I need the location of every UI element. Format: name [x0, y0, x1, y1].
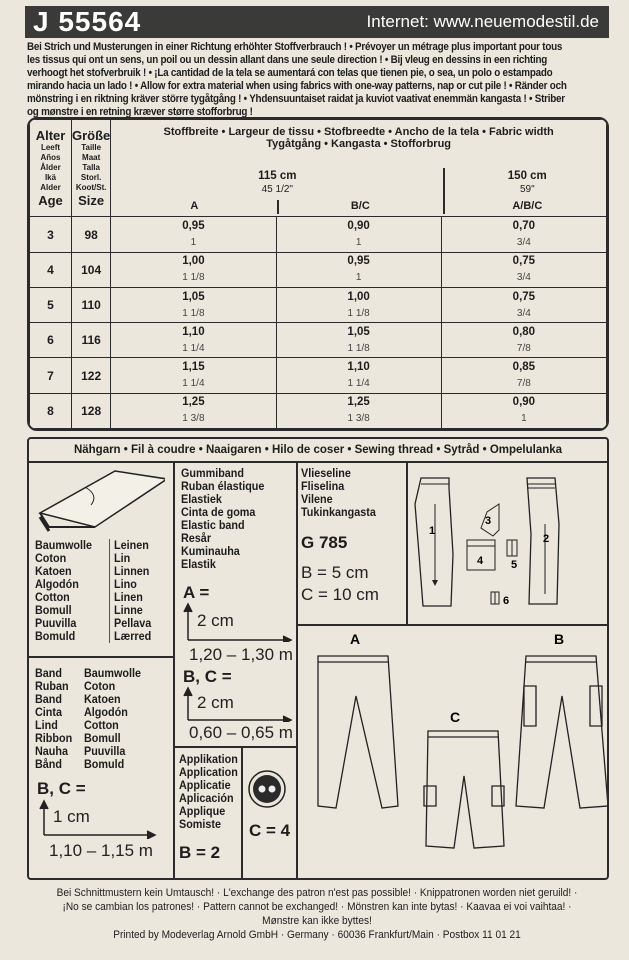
fabric-bc-cell	[276, 323, 441, 358]
yards: 1 1/4	[182, 342, 205, 354]
age-title: Alter	[35, 128, 66, 144]
ribbon-cotton-list-item: Katoen	[84, 692, 121, 706]
ribbon-list-item: Ribbon	[35, 731, 73, 745]
yards: 3/4	[516, 272, 531, 284]
ribbon-list	[35, 667, 76, 771]
applique-list-item: Aplicación	[179, 791, 234, 805]
elastic-a-label: A =	[183, 583, 210, 602]
yards: 1 1/8	[182, 307, 205, 319]
ribbon-list-item: Band	[35, 692, 62, 706]
interfacing-c: C = 10 cm	[301, 585, 379, 604]
lang: Maat	[82, 153, 101, 163]
fabric-abc-cell	[441, 217, 606, 252]
fabric-a-cell	[111, 252, 276, 287]
website-link[interactable]: Internet: www.neuemodestil.de	[366, 12, 599, 31]
elastic-a-length: 1,20 – 1,30 m	[189, 645, 293, 664]
yards: 1 3/8	[182, 413, 205, 425]
fabric-note: Bei Strich und Musterungen in einer Richtung erhöhter Stoffverbrauch ! • Prévoyer un métrage plus important pour tous les tissus qui ont un sens, un poil ou un dessin allant dans une seule direction ! • Bij vleug en dessins in een richting verhoogt het stofverbruik ! • ¡La cantidad de la tela se aumentará con telas que tienen pie, o sea, un polo o estampado mirando hacia un lado ! • Allow for extra material when using fabrics with one-way patterns, nap or cut pile ! • Ränder och mönstring i en riktning kräver större tygåtgång ! • Yhdensuuntaiset raidat ja kuviot vaativat enemmän kangasta ! • Striber og mønstre i en retning kræver større stofforbrug !	[27, 41, 567, 118]
fabric-cotton-list-item: Algodón	[35, 577, 79, 591]
age-header	[30, 120, 72, 217]
meters: 1,10	[347, 361, 370, 374]
fabric-abc-cell	[441, 358, 606, 393]
elastic-bc-width: 2 cm	[197, 693, 234, 712]
meters: 1,05	[182, 290, 205, 303]
width-115-in: 45 1/2"	[261, 184, 293, 195]
width-title: Stoffbreite • Largeur de tissu • Stofbreedte • Ancho de la tela • Fabric width	[163, 126, 554, 138]
interfacing-list	[301, 467, 384, 519]
applique-list-item: Applique	[179, 804, 226, 818]
yards: 1	[355, 237, 362, 249]
meters: 0,90	[347, 220, 370, 233]
view-b-label: B	[554, 631, 565, 647]
ribbon-cotton-list-item: Baumwolle	[84, 666, 142, 680]
elastic-list-item: Elastiek	[181, 492, 222, 506]
meters: 0,80	[512, 325, 536, 338]
piece-3: 3	[485, 515, 492, 527]
age-cell: 8	[30, 393, 72, 428]
yards: 1	[521, 413, 527, 425]
meters: 1,05	[347, 325, 370, 338]
elastic-list-item: Kuminauha	[181, 544, 240, 558]
yards: 1 1/8	[182, 272, 205, 284]
fabric-cotton-list-item: Coton	[35, 551, 67, 565]
button-icon	[247, 769, 287, 809]
table-row	[30, 217, 607, 252]
size-cell: 98	[72, 217, 111, 252]
age-cell: 5	[30, 287, 72, 322]
fabric-cotton-list-item: Bomull	[35, 603, 72, 617]
ribbon-length: 1,10 – 1,15 m	[49, 841, 153, 860]
piece-5: 5	[511, 559, 518, 571]
notions-panel	[27, 437, 609, 880]
yards: 1 1/4	[182, 378, 205, 390]
applique-list-item: Application	[179, 765, 238, 779]
age-cell: 6	[30, 323, 72, 358]
interfacing-b: B = 5 cm	[301, 563, 369, 582]
fabric-abc-cell	[441, 252, 606, 287]
interfacing-code: G 785	[301, 533, 348, 552]
piece-2: 2	[543, 533, 550, 545]
elastic-list-item: Ruban élastique	[181, 479, 265, 493]
age-en: Age	[38, 193, 63, 209]
meters: 1,25	[347, 396, 370, 409]
piece-4: 4	[477, 555, 484, 567]
buttons-c: C = 4	[249, 821, 291, 840]
ribbon-cotton-list-item: Bomull	[84, 731, 121, 745]
lang: Koot/St.	[75, 183, 107, 193]
size-cell: 110	[72, 287, 111, 322]
meters: 1,10	[182, 325, 205, 338]
interfacing-list-item: Fliselina	[301, 479, 345, 493]
col-abc: A/B/C	[512, 200, 543, 212]
fabric-abc-cell	[441, 287, 606, 322]
meters: 0,95	[347, 255, 370, 268]
yards: 1	[355, 272, 362, 284]
fabric-linen-list-item: Pellava	[114, 616, 152, 630]
fabric-a-cell	[111, 217, 276, 252]
ribbon-cotton-list-item: Puuvilla	[84, 744, 126, 758]
elastic-list-item: Resår	[181, 531, 212, 545]
lang: Años	[40, 153, 61, 163]
applique-list	[179, 753, 244, 831]
ribbon-list-item: Cinta	[35, 705, 62, 719]
fabric-bc-cell	[276, 252, 441, 287]
table-row	[30, 287, 607, 322]
ribbon-list-item: Bånd	[35, 757, 62, 771]
lang: Alder	[40, 183, 61, 193]
fabric-linen-list-item: Leinen	[114, 538, 149, 552]
applique-list-item: Applikation	[179, 752, 238, 766]
width-115: 115 cm	[258, 170, 297, 182]
view-a-label: A	[350, 631, 361, 647]
applique-b: B = 2	[179, 843, 221, 862]
ribbon-cotton-list-item: Algodón	[84, 705, 128, 719]
yards: 1 3/8	[347, 413, 370, 425]
lang: Taille	[81, 143, 102, 153]
printer-info: Printed by Modeverlag Arnold GmbH · Germany · 60036 Frankfurt/Main · Postbox 11 01 21	[113, 929, 521, 941]
pattern-pieces-diagram	[409, 464, 607, 624]
size-cell: 104	[72, 252, 111, 287]
col-bc: B/C	[350, 200, 370, 212]
fabric-cotton-list-item: Baumwolle	[35, 538, 93, 552]
ribbon-list-item: Ruban	[35, 679, 69, 693]
fabric-cotton-list-item: Bomuld	[35, 629, 76, 643]
yards: 3/4	[516, 237, 531, 249]
pattern-number: J 55564	[33, 6, 142, 37]
fabric-linen-list-item: Linne	[114, 603, 143, 617]
size-title: Größe	[72, 128, 111, 144]
yards: 3/4	[516, 307, 531, 319]
table-row	[30, 358, 607, 393]
meters: 1,00	[347, 290, 370, 303]
fabric-requirements-table	[27, 117, 609, 431]
fabric-abc-cell	[441, 393, 606, 428]
age-cell: 3	[30, 217, 72, 252]
width-header	[111, 120, 607, 217]
fabric-bc-cell	[276, 358, 441, 393]
interfacing-list-item: Vlieseline	[301, 466, 351, 480]
size-cell: 122	[72, 358, 111, 393]
meters: 1,00	[182, 255, 205, 268]
interfacing-list-item: Tukinkangasta	[301, 505, 376, 519]
age-cell: 4	[30, 252, 72, 287]
elastic-list-item: Elastic band	[181, 518, 245, 532]
fabric-linen-list-item: Linen	[114, 590, 143, 604]
meters: 1,15	[182, 361, 205, 374]
elastic-a-width: 2 cm	[197, 611, 234, 630]
ribbon-cotton-list-item: Cotton	[84, 718, 119, 732]
size-header	[72, 120, 111, 217]
ribbon-list-item: Nauha	[35, 744, 69, 758]
applique-list-item: Somiste	[179, 817, 222, 831]
table-row	[30, 323, 607, 358]
width-title-2: Tygåtgång • Kangasta • Stofforbrug	[266, 138, 452, 150]
size-cell: 116	[72, 323, 111, 358]
meters: 0,75	[512, 255, 536, 268]
notions-title: Nähgarn • Fil à coudre • Naaigaren • Hilo de coser • Sewing thread • Sytråd • Ompelulanka	[73, 444, 563, 456]
width-150-in: 59"	[519, 184, 535, 195]
fabric-bc-cell	[276, 287, 441, 322]
ribbon-list-item: Band	[35, 666, 62, 680]
fabric-a-cell	[111, 358, 276, 393]
elastic-list-item: Cinta de goma	[181, 505, 256, 519]
ribbon-list-item: Lind	[35, 718, 58, 732]
fabric-cotton-list	[35, 539, 98, 643]
width-150: 150 cm	[507, 170, 547, 182]
interfacing-list-item: Vilene	[301, 492, 333, 506]
fabric-bc-cell	[276, 393, 441, 428]
size-en: Size	[78, 193, 105, 209]
fabric-a-cell	[111, 323, 276, 358]
piece-1: 1	[429, 525, 436, 537]
header-bar	[25, 6, 609, 38]
ribbon-width: 1 cm	[53, 807, 90, 826]
ribbon-cotton-list-item: Coton	[84, 679, 116, 693]
yards: 7/8	[516, 378, 531, 390]
lang: Leeft	[40, 143, 61, 153]
fabric-linen-list	[109, 539, 155, 643]
table-row	[30, 252, 607, 287]
ribbon-cotton-list	[84, 667, 147, 771]
col-a: A	[190, 200, 199, 212]
fabric-cotton-list-item: Cotton	[35, 590, 70, 604]
table-row	[30, 393, 607, 428]
lang: Talla	[82, 163, 100, 173]
yards: 7/8	[516, 342, 531, 354]
elastic-bc-length: 0,60 – 0,65 m	[189, 723, 293, 742]
lang: Ålder	[40, 163, 61, 173]
view-c-label: C	[450, 709, 461, 725]
ribbon-bc-label: B, C =	[37, 779, 86, 798]
elastic-list	[181, 467, 274, 571]
yards: 1 1/8	[347, 307, 370, 319]
fabric-linen-list-item: Lin	[114, 551, 131, 565]
elastic-bc-label: B, C =	[183, 667, 232, 686]
exchange-notice: Bei Schnittmustern kein Umtausch! · L'exchange des patron n'est pas possible! · Knippatronen worden niet geruild! · ¡No se cambian los patrones! · Pattern cannot be exchanged! · Mönstren kan inte bytas! · Kaavaa ei voi vaihtaa! · Mønstre kan ikke byttes!	[56, 887, 578, 927]
piece-6: 6	[503, 595, 510, 607]
fabric-a-cell	[111, 393, 276, 428]
meters: 0,95	[182, 220, 205, 233]
fabric-linen-list-item: Linnen	[114, 564, 150, 578]
fabric-bc-cell	[276, 217, 441, 252]
fabric-abc-cell	[441, 323, 606, 358]
meters: 0,70	[512, 220, 536, 233]
lang: Ikä	[44, 173, 57, 183]
garment-views	[298, 626, 607, 878]
meters: 0,75	[512, 290, 536, 303]
lang: Storl.	[80, 173, 102, 183]
meters: 0,90	[512, 396, 536, 409]
fabric-a-cell	[111, 287, 276, 322]
fabric-cotton-list-item: Puuvilla	[35, 616, 77, 630]
size-cell: 128	[72, 393, 111, 428]
meters: 1,25	[182, 396, 205, 409]
applique-list-item: Applicatie	[179, 778, 231, 792]
yards: 1 1/4	[347, 378, 370, 390]
yards: 1	[190, 237, 197, 249]
age-cell: 7	[30, 358, 72, 393]
meters: 0,85	[512, 361, 536, 374]
fabric-linen-list-item: Lino	[114, 577, 137, 591]
fabric-cotton-list-item: Katoen	[35, 564, 72, 578]
ribbon-cotton-list-item: Bomuld	[84, 757, 125, 771]
elastic-list-item: Gummiband	[181, 466, 245, 480]
fabric-bolt-icon	[35, 465, 165, 533]
fabric-linen-list-item: Lærred	[114, 629, 152, 643]
yards: 1 1/8	[347, 342, 370, 354]
elastic-list-item: Elastik	[181, 557, 216, 571]
